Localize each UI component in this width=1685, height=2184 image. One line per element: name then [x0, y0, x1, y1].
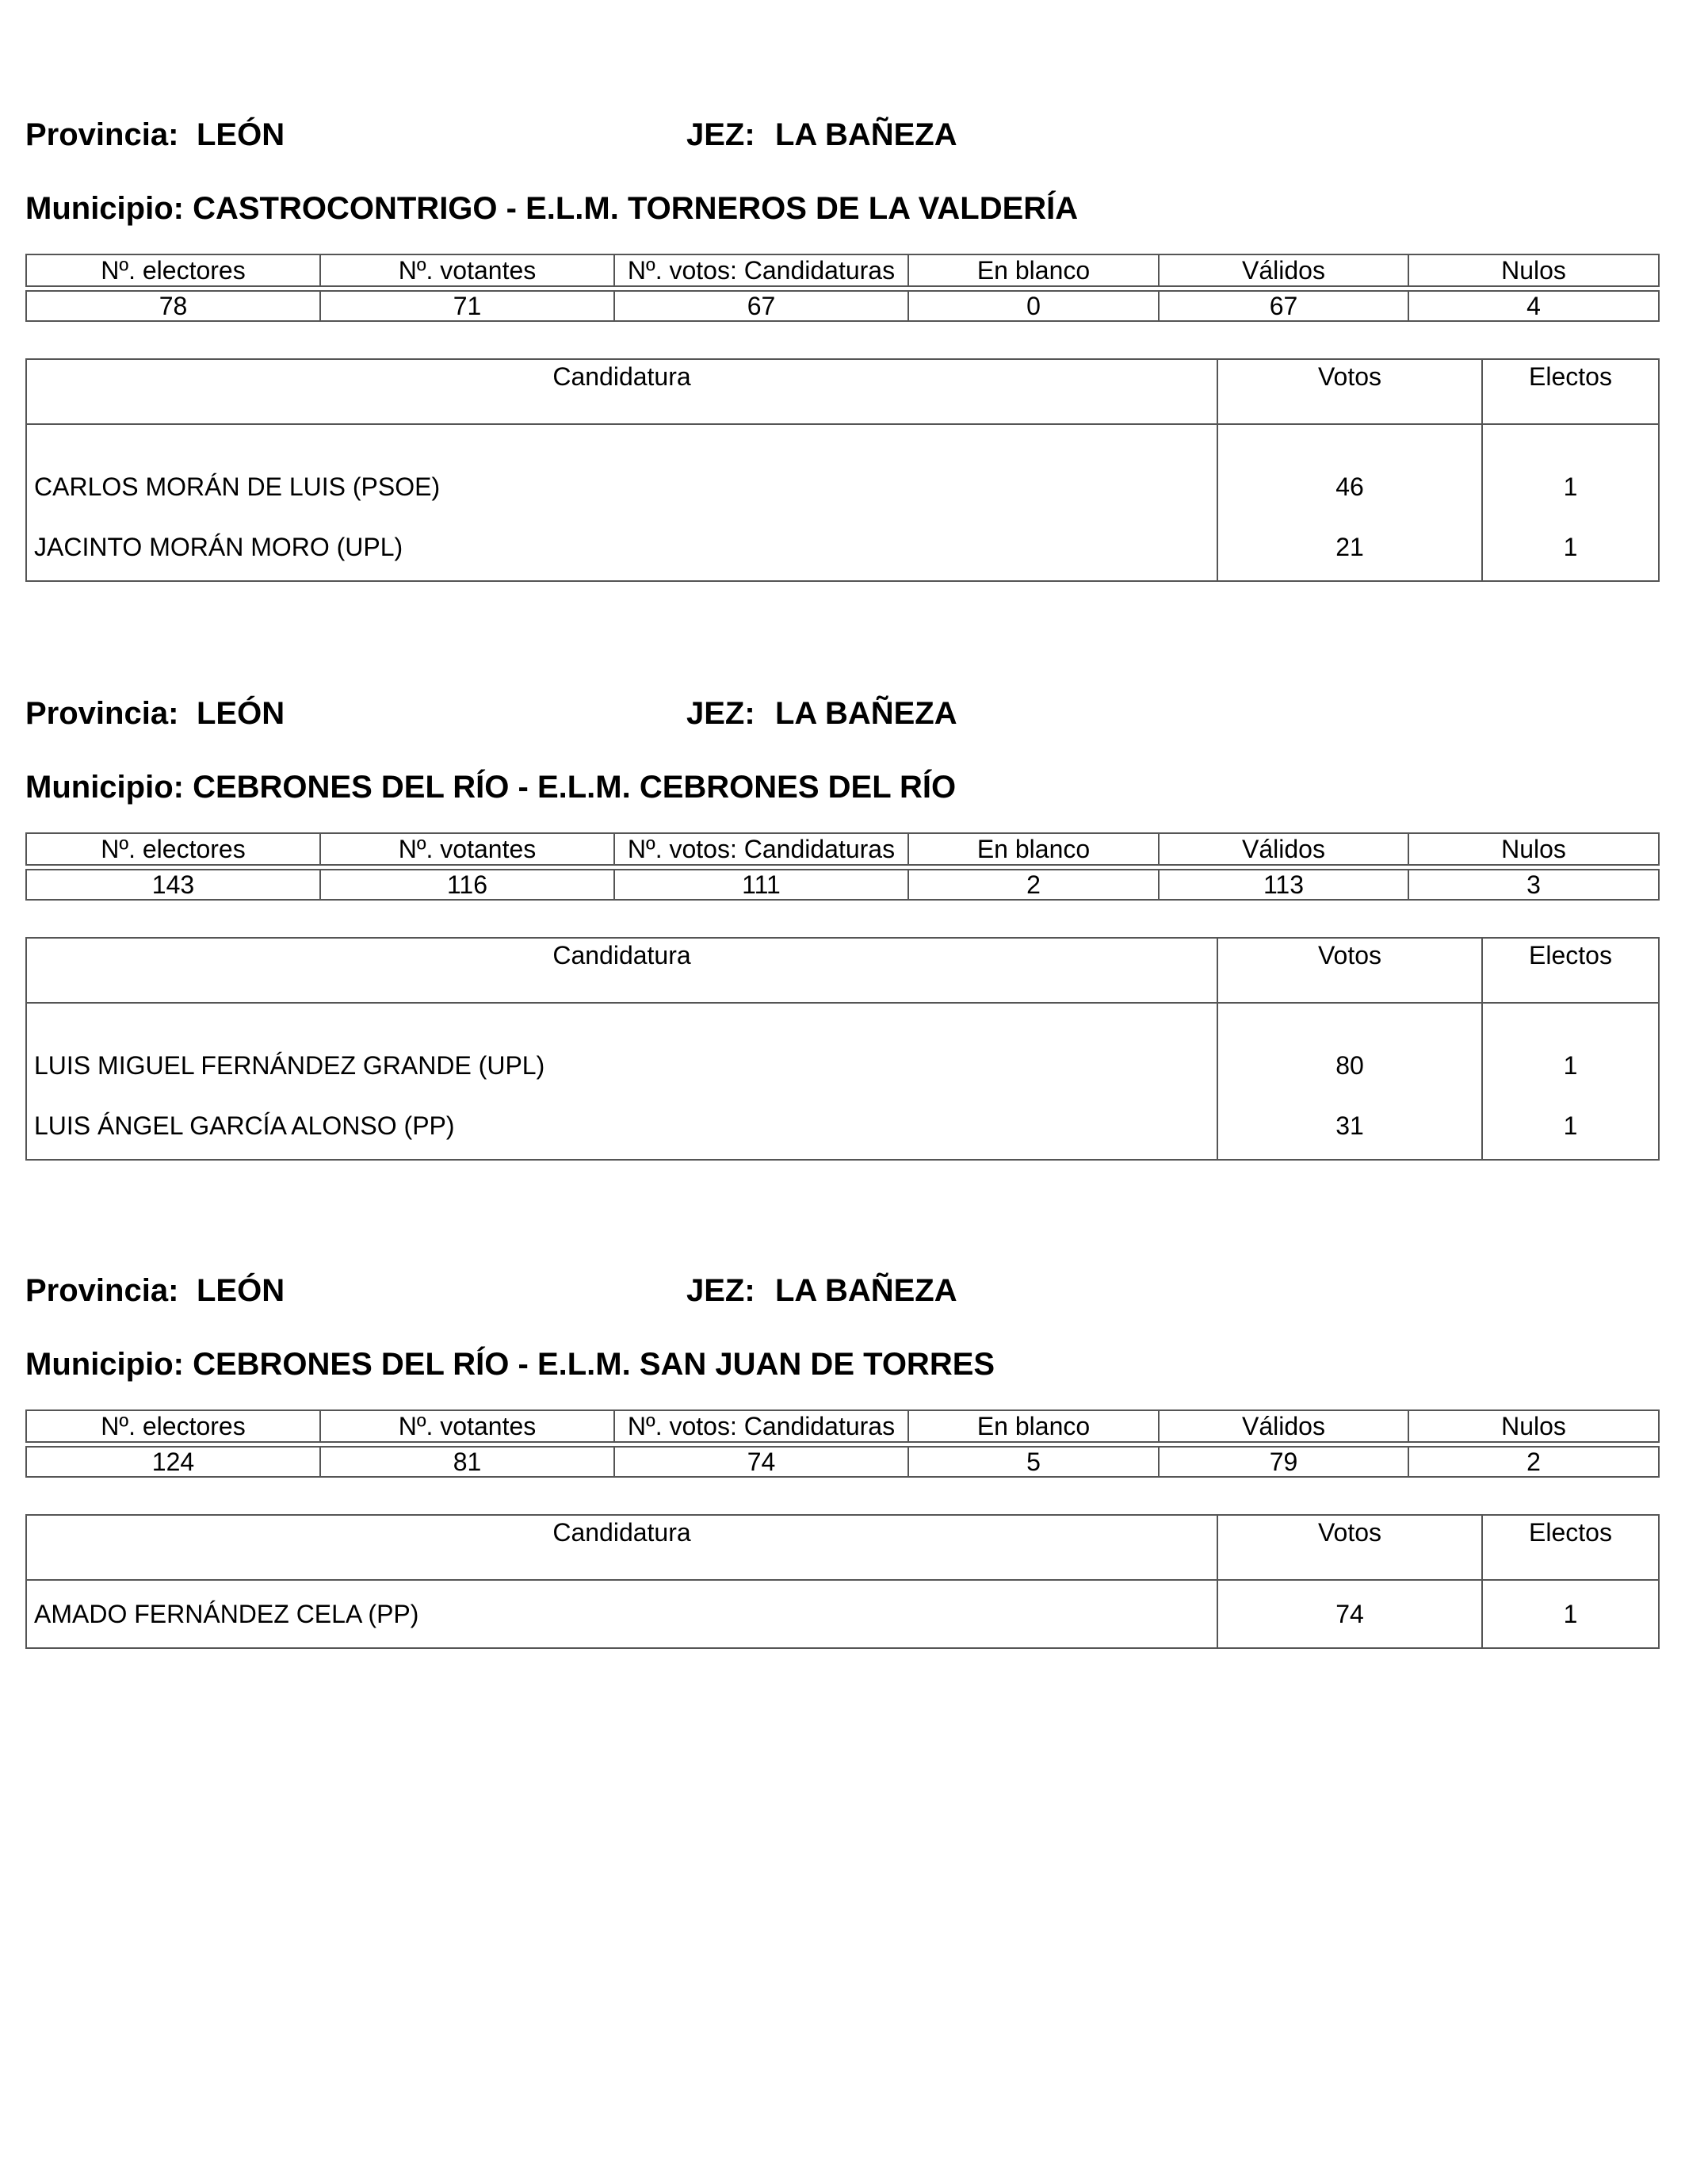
stats-table: [25, 254, 1660, 322]
stats-value-cell: 116: [320, 870, 614, 900]
stats-header-cell: Nulos: [1408, 254, 1659, 286]
section-header: [25, 111, 1658, 159]
candidate-row: [26, 514, 1659, 581]
provincia-value: LEÓN: [197, 696, 285, 731]
jez-value: LA BAÑEZA: [775, 696, 957, 731]
candidate-name: JACINTO MORÁN MORO (UPL): [26, 514, 1217, 581]
candidate-votos: 46: [1217, 424, 1482, 514]
stats-value-cell: 67: [614, 291, 908, 321]
section-1: [25, 111, 1658, 582]
stats-value-cell: 113: [1159, 870, 1408, 900]
stats-value-cell: 74: [614, 1447, 908, 1477]
candidatura-header: Candidatura: [26, 1515, 1217, 1580]
stats-header-cell: Nº. votos: Candidaturas: [614, 833, 908, 865]
stats-value-row: [26, 291, 1659, 321]
municipio-value: CASTROCONTRIGO - E.L.M. TORNEROS DE LA VALDERÍA: [193, 191, 1079, 226]
section-3: [25, 1267, 1658, 1649]
stats-header-cell: En blanco: [908, 833, 1159, 865]
stats-value-cell: 4: [1408, 291, 1659, 321]
candidatura-header: Candidatura: [26, 359, 1217, 424]
stats-header-cell: Válidos: [1159, 254, 1408, 286]
stats-header-cell: En blanco: [908, 1410, 1159, 1442]
stats-header-cell: Nulos: [1408, 1410, 1659, 1442]
candidate-electos: 1: [1482, 1580, 1659, 1648]
stats-header-cell: Nº. votantes: [320, 254, 614, 286]
stats-header-cell: Nº. votantes: [320, 833, 614, 865]
stats-table: [25, 1409, 1660, 1478]
candidate-row: [26, 1092, 1659, 1160]
candidate-votos: 80: [1217, 1003, 1482, 1092]
stats-value-cell: 79: [1159, 1447, 1408, 1477]
stats-value-row: [26, 1447, 1659, 1477]
stats-header-cell: Nº. votos: Candidaturas: [614, 254, 908, 286]
stats-value-cell: 5: [908, 1447, 1159, 1477]
candidates-table: [25, 1514, 1660, 1649]
candidate-name: LUIS ÁNGEL GARCÍA ALONSO (PP): [26, 1092, 1217, 1160]
section-header: [25, 690, 1658, 737]
stats-header-cell: Nº. electores: [26, 1410, 320, 1442]
stats-header-cell: En blanco: [908, 254, 1159, 286]
stats-value-cell: 0: [908, 291, 1159, 321]
section-2: [25, 690, 1658, 1161]
candidates-table: [25, 358, 1660, 582]
stats-value-cell: 111: [614, 870, 908, 900]
stats-header-cell: Nº. votantes: [320, 1410, 614, 1442]
jez-label: JEZ:: [686, 1273, 755, 1308]
electos-header: Electos: [1482, 1515, 1659, 1580]
stats-header-cell: Nº. electores: [26, 254, 320, 286]
jez-value: LA BAÑEZA: [775, 117, 957, 152]
electos-header: Electos: [1482, 938, 1659, 1003]
municipio-heading: [25, 763, 1658, 811]
stats-value-cell: 81: [320, 1447, 614, 1477]
municipio-heading: [25, 185, 1658, 232]
candidate-row: [26, 424, 1659, 514]
stats-value-cell: 3: [1408, 870, 1659, 900]
stats-header-row: [26, 254, 1659, 286]
municipio-heading: [25, 1341, 1658, 1388]
municipio-label: Municipio:: [25, 1347, 184, 1382]
stats-value-cell: 78: [26, 291, 320, 321]
candidate-row: [26, 1003, 1659, 1092]
candidate-name: AMADO FERNÁNDEZ CELA (PP): [26, 1580, 1217, 1648]
provincia-value: LEÓN: [197, 117, 285, 152]
candidates-header-row: [26, 938, 1659, 1003]
electos-header: Electos: [1482, 359, 1659, 424]
candidates-table: [25, 937, 1660, 1161]
stats-header-cell: Nulos: [1408, 833, 1659, 865]
candidate-votos: 21: [1217, 514, 1482, 581]
stats-value-cell: 2: [908, 870, 1159, 900]
candidate-name: LUIS MIGUEL FERNÁNDEZ GRANDE (UPL): [26, 1003, 1217, 1092]
provincia-label: Provincia:: [25, 696, 179, 731]
stats-table: [25, 832, 1660, 901]
candidate-votos: 31: [1217, 1092, 1482, 1160]
candidate-row: [26, 1580, 1659, 1648]
stats-header-cell: Nº. electores: [26, 833, 320, 865]
candidate-name: CARLOS MORÁN DE LUIS (PSOE): [26, 424, 1217, 514]
stats-value-cell: 124: [26, 1447, 320, 1477]
stats-header-cell: Válidos: [1159, 1410, 1408, 1442]
stats-header-cell: Nº. votos: Candidaturas: [614, 1410, 908, 1442]
municipio-label: Municipio:: [25, 191, 184, 226]
stats-header-cell: Válidos: [1159, 833, 1408, 865]
candidate-electos: 1: [1482, 1003, 1659, 1092]
provincia-label: Provincia:: [25, 1273, 179, 1308]
votos-header: Votos: [1217, 359, 1482, 424]
jez-value: LA BAÑEZA: [775, 1273, 957, 1308]
candidates-header-row: [26, 1515, 1659, 1580]
candidatura-header: Candidatura: [26, 938, 1217, 1003]
jez-label: JEZ:: [686, 117, 755, 152]
provincia-value: LEÓN: [197, 1273, 285, 1308]
candidate-electos: 1: [1482, 1092, 1659, 1160]
candidate-electos: 1: [1482, 514, 1659, 581]
stats-value-cell: 67: [1159, 291, 1408, 321]
candidate-electos: 1: [1482, 424, 1659, 514]
stats-value-cell: 71: [320, 291, 614, 321]
jez-label: JEZ:: [686, 696, 755, 731]
stats-header-row: [26, 833, 1659, 865]
section-header: [25, 1267, 1658, 1314]
candidate-votos: 74: [1217, 1580, 1482, 1648]
provincia-label: Provincia:: [25, 117, 179, 152]
votos-header: Votos: [1217, 1515, 1482, 1580]
votos-header: Votos: [1217, 938, 1482, 1003]
stats-value-cell: 143: [26, 870, 320, 900]
stats-value-cell: 2: [1408, 1447, 1659, 1477]
municipio-value: CEBRONES DEL RÍO - E.L.M. CEBRONES DEL RÍO: [193, 770, 957, 805]
stats-header-row: [26, 1410, 1659, 1442]
candidates-header-row: [26, 359, 1659, 424]
stats-value-row: [26, 870, 1659, 900]
municipio-value: CEBRONES DEL RÍO - E.L.M. SAN JUAN DE TORRES: [193, 1347, 995, 1382]
municipio-label: Municipio:: [25, 770, 184, 805]
